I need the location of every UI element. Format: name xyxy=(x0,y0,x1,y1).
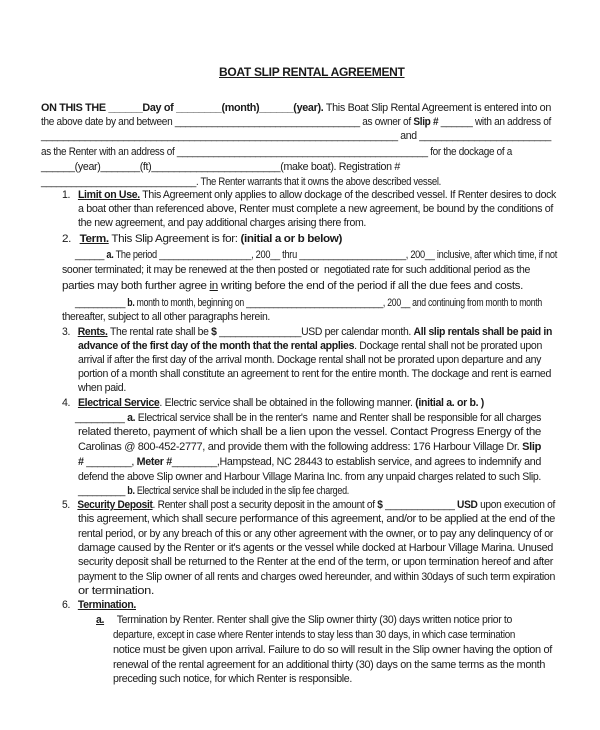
section-text: b. xyxy=(127,485,135,497)
section-text: 6. xyxy=(62,599,78,611)
section-text: in xyxy=(209,280,218,292)
section-text: defend the above Slip owner and Harbour Village Marina Inc. from any unpaid charges related to such Slip. xyxy=(78,471,541,483)
intro-line xyxy=(41,175,441,189)
section-text: _____________ xyxy=(382,499,458,511)
section-line xyxy=(62,188,556,202)
section-line xyxy=(96,613,512,627)
section-text: Slip xyxy=(522,441,541,453)
intro-line xyxy=(41,101,551,115)
section-line xyxy=(78,367,551,381)
intro-text: ______(year). xyxy=(259,102,324,114)
document-title: BOAT SLIP RENTAL AGREEMENT xyxy=(219,65,405,79)
section-line xyxy=(62,598,136,612)
section-text: arrival if after the first day of the arrival month. Dockage rental shall not be prorated upon departure and any xyxy=(78,354,541,366)
section-text: preceding such notice, for which Renter is responsible. xyxy=(113,673,352,685)
section-text: This Slip Agreement is for: xyxy=(108,233,241,245)
section-text: 3. xyxy=(62,326,78,338)
section-text: the new agreement, and pay additional charges arising there from. xyxy=(78,217,366,229)
section-text: departure, except in case where Renter intends to stay less than 30 days, in which case termination xyxy=(113,629,515,641)
section-line xyxy=(78,527,553,541)
section-text: Security Deposit xyxy=(77,499,153,511)
section-line xyxy=(62,325,552,339)
section-text: or termination. xyxy=(78,585,154,597)
section-text: . Dockage rental shall not be prorated upon xyxy=(354,340,542,352)
section-line xyxy=(78,353,541,367)
section-line xyxy=(78,202,553,216)
section-text: Electrical service shall be included in the slip fee charged. xyxy=(134,485,349,497)
section-line xyxy=(62,279,523,293)
intro-line xyxy=(41,160,400,174)
section-text: 4. xyxy=(62,397,78,409)
section-text: ________, xyxy=(86,456,137,468)
section-text: Carolinas @ 800-452-2777, and provide them with the following address: 176 Harbour Village Dr. xyxy=(78,441,523,453)
section-line xyxy=(113,658,545,672)
section-text: 1. xyxy=(62,189,78,201)
section-text: sooner terminated; it may be renewed at the then posted or negotiated rate for such additional period as the xyxy=(62,264,530,276)
section-line xyxy=(78,484,349,498)
section-text: All slip rentals shall be paid in xyxy=(413,326,552,338)
section-line xyxy=(75,296,542,310)
section-line xyxy=(62,263,530,277)
intro-text: Day of xyxy=(142,102,177,114)
section-text: advance of the first day of the month that the rental applies xyxy=(78,340,355,352)
section-text: thereafter, subject to all other paragraphs herein. xyxy=(62,311,270,323)
section-text: Rents. xyxy=(77,326,108,338)
intro-text: _______________________________. The Renter warrants that it owns the above described vessel. xyxy=(41,176,441,188)
section-text: (initial a. or b. ) xyxy=(415,397,484,409)
section-text: upon execution of xyxy=(477,499,555,511)
section-text: Term. xyxy=(79,233,109,245)
section-text: renewal of the rental agreement for an additional thirty (30) days on the same terms as the month xyxy=(113,659,545,671)
section-text: Termination by Renter. Renter shall give the Slip owner thirty (30) days written notice prior to xyxy=(104,614,513,626)
section-text: 2. xyxy=(62,233,80,245)
section-text: Limit on Use. xyxy=(77,189,140,201)
section-text: security deposit shall be returned to the Renter at the end of the term, or upon termination hereof and after xyxy=(78,556,553,568)
section-text: related thereto, payment of which shall be a lien upon the vessel. Contact Progress Energy of the xyxy=(78,426,541,438)
intro-line xyxy=(41,145,512,159)
section-text: ___________ xyxy=(75,297,128,309)
section-text: when paid. xyxy=(78,382,126,394)
section-line xyxy=(78,339,542,353)
section-text: __________ xyxy=(78,485,128,497)
section-text: notice must be given upon arrival. Failure to do so will result in the Slip owner having the option of xyxy=(113,644,552,656)
section-line xyxy=(113,628,515,642)
section-text: Electrical Service xyxy=(77,397,160,409)
section-text: $ xyxy=(211,326,217,338)
section-line xyxy=(113,672,352,686)
section-line xyxy=(78,216,366,230)
section-text: 5. xyxy=(62,499,78,511)
section-line xyxy=(78,381,126,395)
section-text: a. xyxy=(106,249,114,261)
section-line xyxy=(75,248,557,262)
section-text: _______________USD per calendar month. xyxy=(216,326,414,338)
section-text: a. xyxy=(96,614,105,626)
section-text: ________,Hampstead, NC 28443 to establish service, and agrees to indemnify and xyxy=(171,456,541,468)
section-text: (initial a or b below) xyxy=(240,233,342,245)
section-text: $ xyxy=(377,499,383,511)
section-text: portion of a month shall constitute an agreement to rent for the entire month. The dockage and rent is earned xyxy=(78,368,551,380)
section-line xyxy=(75,411,541,425)
intro-text: ON THIS THE ______ xyxy=(41,102,143,114)
section-line xyxy=(78,541,553,555)
section-text: damage caused by the Renter or it's agents or the vessel while docked at Harbour Village Marina. Unused xyxy=(78,542,553,554)
section-text: # xyxy=(78,456,87,468)
intro-text: ______ with an address of xyxy=(440,116,551,128)
section-line xyxy=(78,570,555,584)
section-line xyxy=(78,455,541,469)
section-line xyxy=(62,232,342,246)
section-text: The period ___________________, 200__ thru ______________________, 200__ inclusive, after which time, if not xyxy=(113,249,557,261)
section-line xyxy=(62,396,484,410)
section-line xyxy=(78,440,541,454)
section-line xyxy=(78,555,553,569)
section-line xyxy=(78,584,154,598)
section-text: The rental rate shall be xyxy=(107,326,212,338)
section-text: month to month, beginning on ______________________________, 200__ and continuing from month to month xyxy=(134,297,542,309)
section-line xyxy=(62,310,270,324)
section-line xyxy=(113,643,552,657)
section-text: parties may both further agree xyxy=(62,280,210,292)
section-text: Electrical service shall be in the renter's name and Renter shall be responsible for all charges xyxy=(135,412,541,424)
intro-text: ________(month) xyxy=(176,102,260,114)
section-text: a. xyxy=(127,412,136,424)
intro-text: This Boat Slip Rental Agreement is entered into on xyxy=(323,102,551,114)
intro-text: the above date by and between ___________________________________ as owner of xyxy=(41,116,414,128)
section-text: ______ xyxy=(75,249,107,261)
intro-text: as the Renter with an address of ________________________________________________ for the dockage of a xyxy=(41,146,512,158)
section-text: b. xyxy=(127,297,135,309)
section-text: USD xyxy=(457,499,478,511)
section-line xyxy=(62,498,555,512)
section-text: This Agreement only applies to allow dockage of the described vessel. If Renter desires to dock xyxy=(139,189,556,201)
section-text: a boat other than referenced above, Renter must complete a new agreement, be bound by the conditions of xyxy=(78,203,553,215)
section-text: Meter # xyxy=(136,456,172,468)
intro-text: ______(year)_______(ft)_______________________(make boat). Registration # xyxy=(41,161,400,173)
intro-text: Slip # xyxy=(413,116,441,128)
section-line xyxy=(78,425,541,439)
section-text: _________ xyxy=(75,412,128,424)
section-text: writing before the end of the period if all the due fees and costs. xyxy=(217,280,523,292)
intro-line xyxy=(41,115,551,129)
section-text: this agreement, which shall secure performance of this agreement, and/or to be applied at the end of the xyxy=(78,513,555,525)
section-line xyxy=(78,470,541,484)
intro-line xyxy=(41,129,551,143)
section-text: payment to the Slip owner of all rents and charges owed hereunder, and within 30days of such term expiration xyxy=(78,571,555,583)
intro-text: _________________________________________________________________ and ________________________ xyxy=(41,130,551,142)
section-text: Termination. xyxy=(77,599,136,611)
section-text: rental period, or by any breach of this or any other agreement with the owner, or to pay any delinquency of or xyxy=(78,528,553,540)
section-text: . Renter shall post a security deposit in the amount of xyxy=(152,499,378,511)
section-line xyxy=(78,512,555,526)
section-text: . Electric service shall be obtained in the following manner. xyxy=(159,397,416,409)
